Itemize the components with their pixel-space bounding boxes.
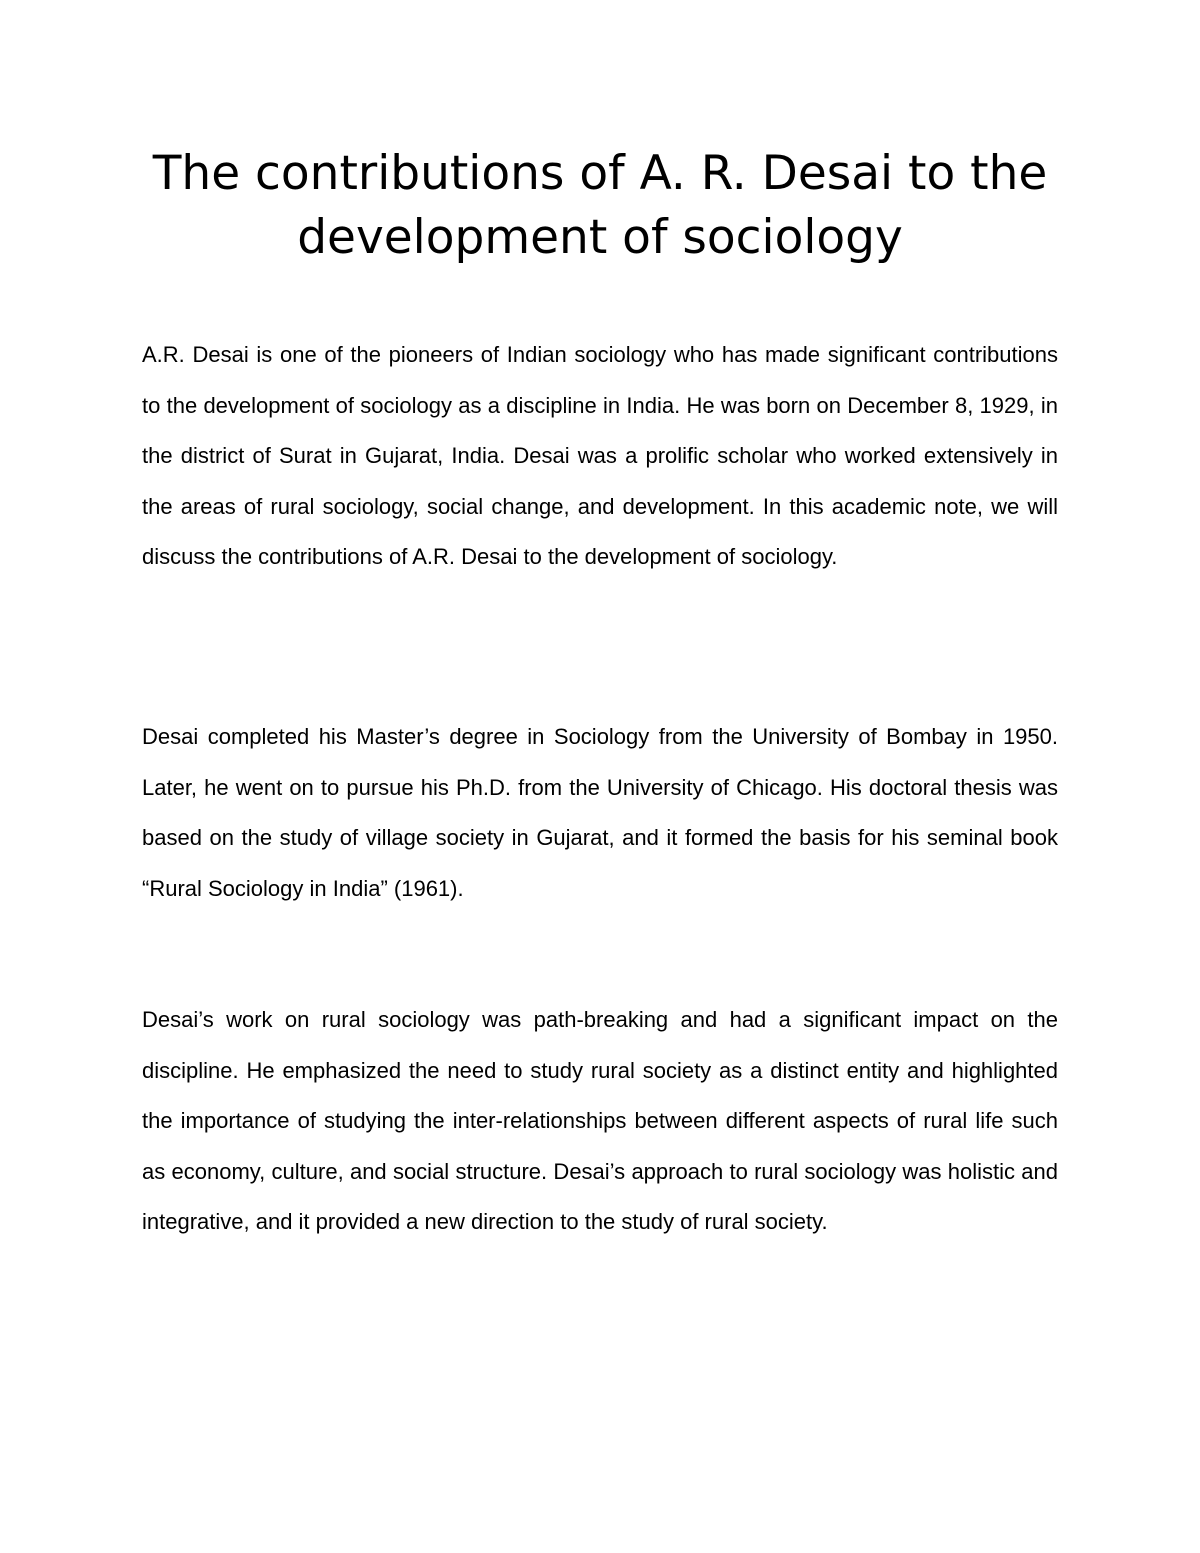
page-title: The contributions of A. R. Desai to the development of sociology (152, 146, 1048, 265)
paragraph-intro: A.R. Desai is one of the pioneers of Indian sociology who has made significant contributions to the development of sociology as a discipline in India. He was born on December 8, 1929, in the district of Surat in Gujarat, India. Desai was a prolific scholar who worked extensively in the areas of rural sociology, social change, and development. In this academic note, we will discuss the contributions of A.R. Desai to the development of sociology. (142, 342, 1058, 569)
paragraph-rural-sociology: Desai’s work on rural sociology was path-breaking and had a significant impact on the discipline. He emphasized the need to study rural society as a distinct entity and highlighted the importance of studying the inter-relationships between different aspects of rural life such as economy, culture, and social structure. Desai’s approach to rural sociology was holistic and integrative, and it provided a new direction to the study of rural society. (142, 1007, 1058, 1234)
paragraph-education: Desai completed his Master’s degree in Sociology from the University of Bombay in 1950. Later, he went on to pursue his Ph.D. from the University of Chicago. His doctoral thesis was based on the study of village society in Gujarat, and it formed the basis for his seminal book “Rural Sociology in India” (1961). (142, 724, 1058, 901)
